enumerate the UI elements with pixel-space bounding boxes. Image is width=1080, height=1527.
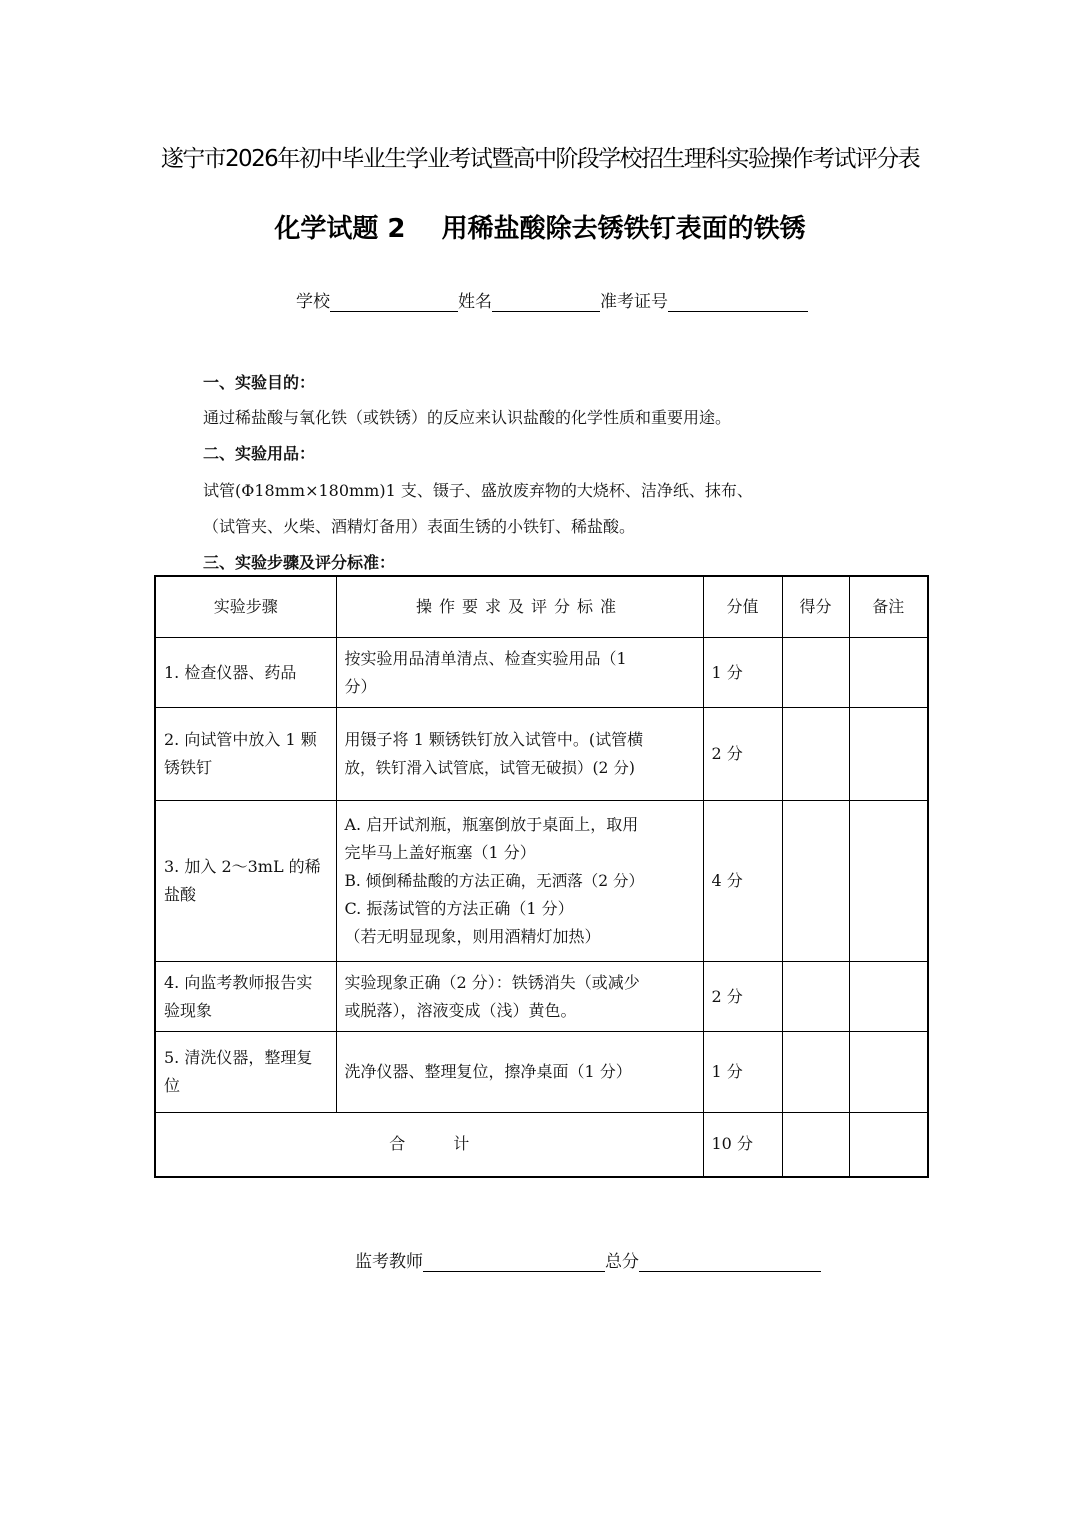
step-cell: 1. 检查仪器、药品 xyxy=(155,638,336,708)
step-cell: 5. 清洗仪器，整理复位 xyxy=(155,1032,336,1113)
note-cell[interactable] xyxy=(849,708,928,801)
requirement-line: 按实验用品清单清点、检查实验用品（1 xyxy=(344,648,627,668)
requirement-line: B. 倾倒稀盐酸的方法正确，无洒落（2 分） xyxy=(344,872,645,890)
requirement-line: 完毕马上盖好瓶塞（1 分） xyxy=(344,843,536,862)
page-subtitle: 化学试题 2 用稀盐酸除去锈铁钉表面的铁锈 xyxy=(274,214,806,244)
note-cell[interactable] xyxy=(849,801,928,962)
total-note-cell[interactable] xyxy=(849,1113,928,1177)
requirement-line: 洗净仪器、整理复位，擦净桌面（1 分） xyxy=(344,1062,632,1081)
school-label: 学校 xyxy=(296,292,330,312)
name-label: 姓名 xyxy=(458,292,492,312)
total-score-cell: 10 分 xyxy=(703,1113,782,1177)
got-cell[interactable] xyxy=(782,1032,849,1113)
table-row xyxy=(155,801,928,962)
requirement-line: 分） xyxy=(344,676,377,696)
step-cell: 4. 向监考教师报告实验现象 xyxy=(155,962,336,1032)
final-score-label: 总分 xyxy=(605,1252,639,1272)
purpose-text: 通过稀盐酸与氧化铁（或铁锈）的反应来认识盐酸的化学性质和重要用途。 xyxy=(203,408,732,427)
materials-heading: 二、实验用品： xyxy=(203,444,316,463)
score-cell: 4 分 xyxy=(703,801,782,962)
school-field[interactable] xyxy=(330,291,458,312)
total-label-2: 计 xyxy=(453,1134,470,1154)
total-label-cell xyxy=(155,1113,703,1177)
invigilator-label: 监考教师 xyxy=(355,1252,423,1272)
invigilator-field[interactable] xyxy=(423,1251,605,1272)
requirement-line: （若无明显现象，则用酒精灯加热） xyxy=(344,927,601,946)
materials-line-2: （试管夹、火柴、酒精灯备用）表面生锈的小铁钉、稀盐酸。 xyxy=(203,517,636,536)
requirement-line: 实验现象正确（2 分）：铁锈消失（或减少 xyxy=(344,972,640,992)
candidate-info-row xyxy=(296,287,808,312)
requirement-cell xyxy=(336,801,703,962)
total-got-cell[interactable] xyxy=(782,1113,849,1177)
exam-number-label: 准考证号 xyxy=(600,292,668,312)
total-row xyxy=(155,1113,928,1177)
header-note: 备注 xyxy=(849,576,928,638)
table-row xyxy=(155,1032,928,1113)
header-score: 分值 xyxy=(703,576,782,638)
final-score-field[interactable] xyxy=(639,1251,821,1272)
requirement-line: 用镊子将 1 颗锈铁钉放入试管中。(试管横 xyxy=(344,730,644,749)
score-cell: 1 分 xyxy=(703,1032,782,1113)
name-field[interactable] xyxy=(492,291,600,312)
exam-number-field[interactable] xyxy=(668,291,808,312)
scoring-table xyxy=(154,575,929,1178)
got-cell[interactable] xyxy=(782,801,849,962)
note-cell[interactable] xyxy=(849,638,928,708)
requirement-line: C. 振荡试管的方法正确（1 分） xyxy=(344,899,574,918)
header-requirement: 操作要求及评分标准 xyxy=(336,576,703,638)
score-cell: 2 分 xyxy=(703,962,782,1032)
note-cell[interactable] xyxy=(849,962,928,1032)
score-cell: 1 分 xyxy=(703,638,782,708)
requirement-line: A. 启开试剂瓶，瓶塞倒放于桌面上，取用 xyxy=(344,815,639,834)
table-header-row xyxy=(155,576,928,638)
table-row xyxy=(155,638,928,708)
requirement-cell xyxy=(336,708,703,801)
requirement-line: 放，铁钉滑入试管底，试管无破损）(2 分) xyxy=(344,759,635,777)
table-row xyxy=(155,962,928,1032)
materials-line-1: 试管(Φ18mm×180mm)1 支、镊子、盛放废弃物的大烧杯、洁净纸、抹布、 xyxy=(203,481,753,500)
note-cell[interactable] xyxy=(849,1032,928,1113)
got-cell[interactable] xyxy=(782,708,849,801)
signature-row xyxy=(355,1247,821,1272)
total-label-1: 合 xyxy=(389,1134,406,1154)
got-cell[interactable] xyxy=(782,638,849,708)
page-title: 遂宁市2026年初中毕业生学业考试暨高中阶段学校招生理科实验操作考试评分表 xyxy=(160,146,920,172)
table-row xyxy=(155,708,928,801)
step-cell: 2. 向试管中放入 1 颗锈铁钉 xyxy=(155,708,336,801)
purpose-heading: 一、实验目的： xyxy=(203,373,316,392)
steps-heading: 三、实验步骤及评分标准： xyxy=(203,553,396,572)
score-cell: 2 分 xyxy=(703,708,782,801)
requirement-line: 或脱落），溶液变成（浅）黄色。 xyxy=(344,1000,577,1020)
requirement-cell xyxy=(336,1032,703,1113)
requirement-cell xyxy=(336,962,703,1032)
requirement-cell xyxy=(336,638,703,708)
step-cell: 3. 加入 2～3mL 的稀盐酸 xyxy=(155,801,336,962)
header-got: 得分 xyxy=(782,576,849,638)
header-step: 实验步骤 xyxy=(155,576,336,638)
got-cell[interactable] xyxy=(782,962,849,1032)
